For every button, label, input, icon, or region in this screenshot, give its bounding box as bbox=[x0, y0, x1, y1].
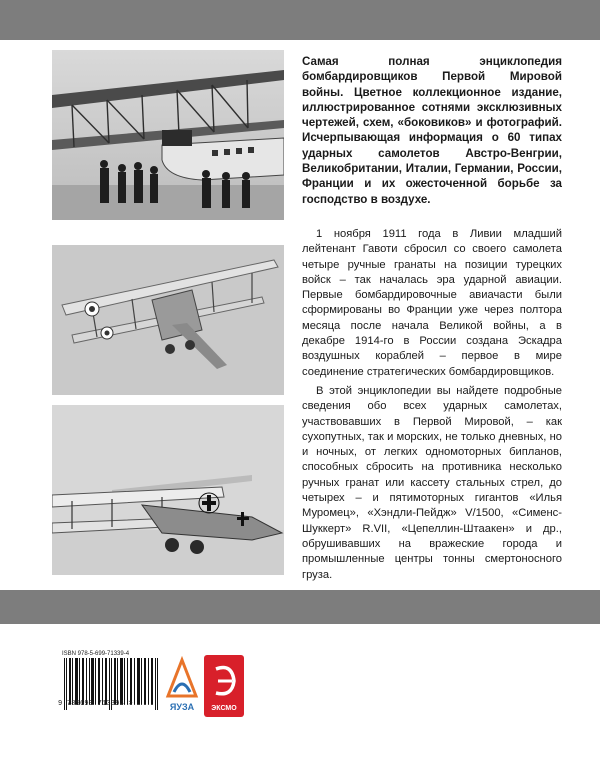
paragraph-history: 1 ноября 1911 года в Ливии младший лейтенант Гавоти сбросил со своего самолета четыре ручные гранаты на позиции турецких войск – так началась эра ударной авиации. Первые бомбардировочные авиачасти были сформированы во Франции уже через полтора месяца после начала Великой войны, а в декабре 1914-го в России создана Эскадра воздушных кораблей – первое в мире соединение стратегических бомбардировщиков. bbox=[302, 228, 562, 378]
yauza-logo bbox=[164, 656, 200, 716]
top-gray-band bbox=[0, 0, 600, 40]
paragraph-contents: В этой энциклопедии вы найдете подробные сведения обо всех ударных самолетах, участвовавших в Первой Мировой, – как сухопутных, так и морских, не только дневных, но и ночных, от легких одномоторных бипланов, способных сбросить на противника несколько ручных гранат или кассету стальных стрел, до четырех – и пятимоторных гигантов «Илья Муромец», «Хэндли-Пейдж» V/1500, «Сименс-Шуккерт» R.VII, «Цепеллин-Штаакен» и др., обрушивавших на вражеские города и промышленные центры тонны смертоносного груза. bbox=[302, 384, 562, 581]
isbn-text: ISBN 978-5-699-71339-4 bbox=[62, 651, 130, 657]
photo-biplane-in-flight bbox=[52, 245, 284, 395]
barcode-digits: 9 785699 713394 > bbox=[58, 700, 133, 708]
description-body bbox=[302, 227, 562, 587]
lead-paragraph: Самая полная энциклопедия бомбардировщиков Первой Мировой войны. Цветное коллекционное издание, иллюстрированное сотнями эксклюзивных чертежей, схем, «боковиков» и фотографий. Исчерпывающая информация о 60 типах ударных самолетов Австро-Венгрии, Великобритании, Италии, Германии, России, Франции и их ожесточенной борьбе за господство в воздухе. bbox=[302, 55, 562, 206]
photo-german-biplanes-on-field bbox=[52, 405, 284, 575]
yauza-logo-text: ЯУЗА bbox=[169, 702, 195, 712]
eksmo-logo bbox=[204, 655, 244, 717]
eksmo-logo-text: ЭКСМО bbox=[211, 705, 237, 712]
photo-bomber-on-ground bbox=[52, 50, 284, 220]
bottom-gray-band bbox=[0, 590, 600, 624]
